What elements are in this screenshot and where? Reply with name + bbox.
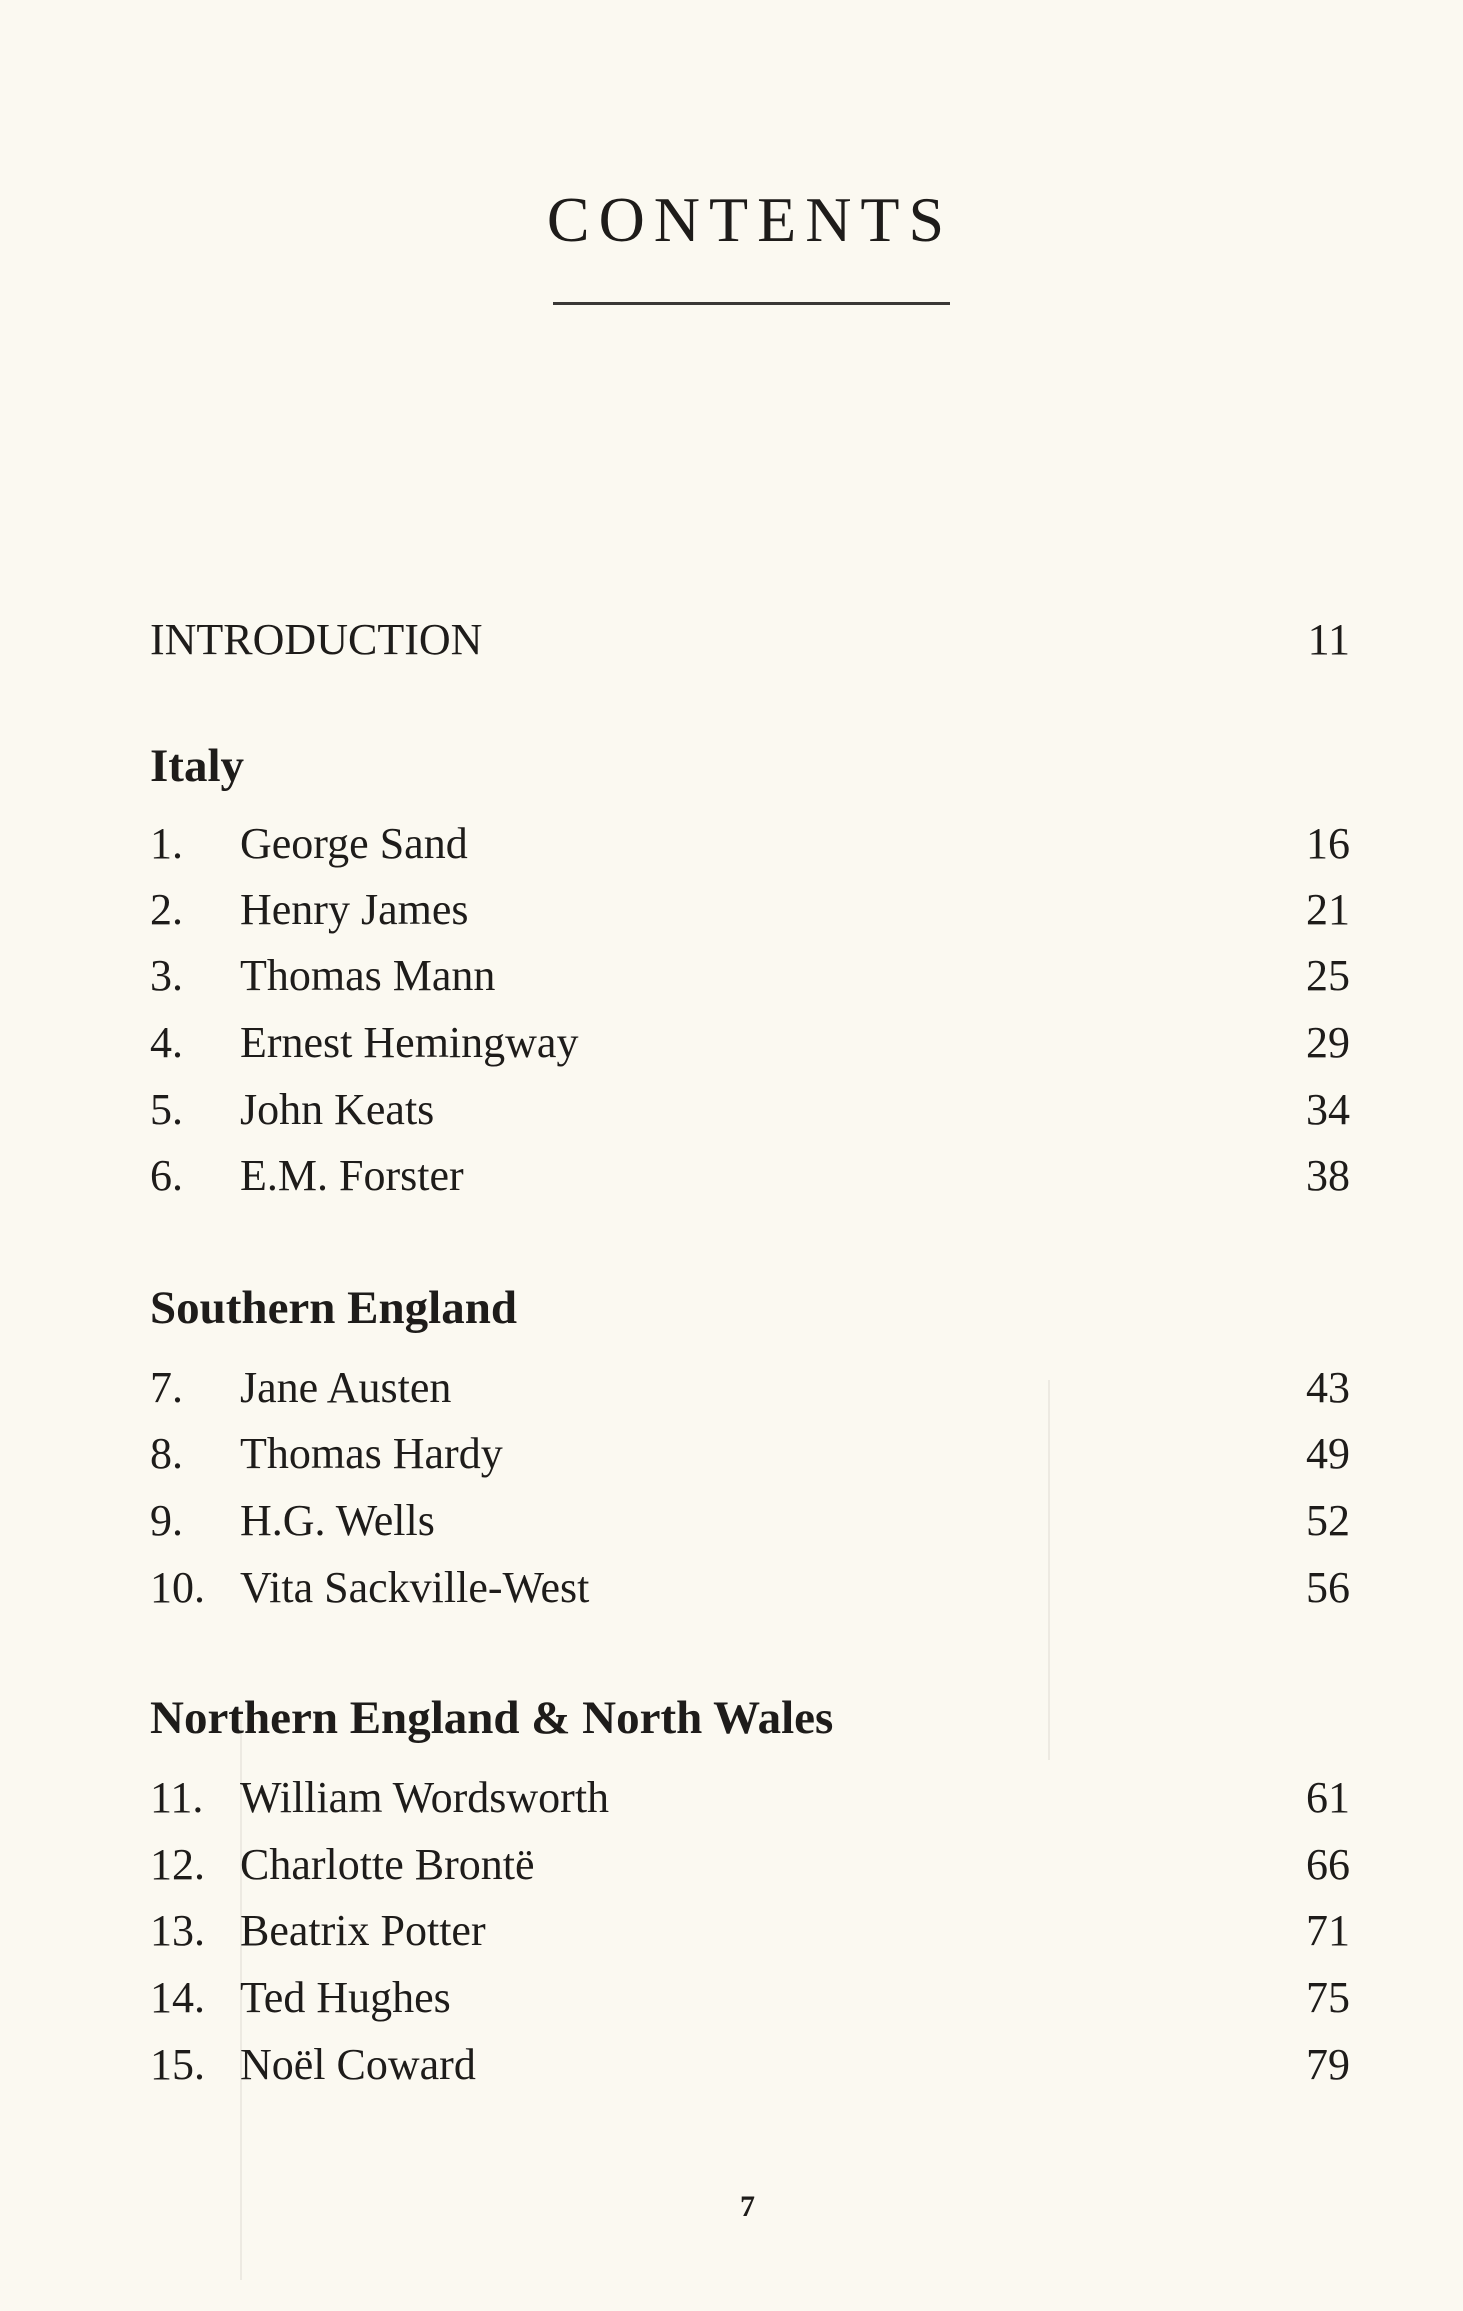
toc-entry[interactable] <box>150 1426 1350 1482</box>
entry-number: 13. <box>150 1906 205 1955</box>
entry-page-number: 79 <box>1306 2040 1350 2089</box>
section-heading-northern-england-north-wales: Northern England & North Wales <box>150 1692 834 1744</box>
toc-entry-introduction[interactable] <box>150 612 1350 668</box>
entry-number: 11. <box>150 1773 204 1822</box>
entry-number: 2. <box>150 885 183 934</box>
entry-title: Ted Hughes <box>240 1973 451 2022</box>
entry-number: 1. <box>150 819 183 868</box>
entry-title: H.G. Wells <box>240 1496 435 1545</box>
entry-page-number: 52 <box>1306 1496 1350 1545</box>
toc-entry[interactable] <box>150 1837 1350 1893</box>
title-underline <box>553 302 950 305</box>
entry-title: E.M. Forster <box>240 1151 464 1200</box>
section-heading-italy: Italy <box>150 740 244 792</box>
toc-entry[interactable] <box>150 1903 1350 1959</box>
toc-entry[interactable] <box>150 1770 1350 1826</box>
entry-title: Charlotte Brontë <box>240 1840 535 1889</box>
entry-title: Thomas Hardy <box>240 1429 503 1478</box>
entry-page-number: 49 <box>1306 1429 1350 1478</box>
entry-page-number: 16 <box>1306 819 1350 868</box>
entry-title: John Keats <box>240 1085 435 1134</box>
entry-number: 12. <box>150 1840 205 1889</box>
toc-entry[interactable] <box>150 1560 1350 1616</box>
toc-entry[interactable] <box>150 948 1350 1004</box>
entry-number: 9. <box>150 1496 183 1545</box>
page-title: CONTENTS <box>546 184 954 255</box>
toc-entry[interactable] <box>150 882 1350 938</box>
toc-entry[interactable] <box>150 1970 1350 2026</box>
toc-entry[interactable] <box>150 2037 1350 2093</box>
entry-title: Ernest Hemingway <box>240 1018 579 1067</box>
entry-number: 3. <box>150 951 183 1000</box>
entry-page-number: 38 <box>1306 1151 1350 1200</box>
entry-page-number: 21 <box>1306 885 1350 934</box>
entry-number: 7. <box>150 1363 183 1412</box>
entry-page-number: 61 <box>1306 1773 1350 1822</box>
page-number: 7 <box>740 2190 755 2223</box>
toc-entry[interactable] <box>150 1148 1350 1204</box>
entry-title: INTRODUCTION <box>150 615 483 664</box>
entry-number: 8. <box>150 1429 183 1478</box>
toc-entry[interactable] <box>150 1493 1350 1549</box>
entry-title: Vita Sackville-West <box>240 1563 590 1612</box>
entry-number: 14. <box>150 1973 205 2022</box>
entry-title: Beatrix Potter <box>240 1906 486 1955</box>
entry-title: Jane Austen <box>240 1363 452 1412</box>
toc-entry[interactable] <box>150 1360 1350 1416</box>
entry-page-number: 66 <box>1306 1840 1350 1889</box>
entry-number: 6. <box>150 1151 183 1200</box>
entry-page-number: 71 <box>1306 1906 1350 1955</box>
entry-title: Henry James <box>240 885 469 934</box>
entry-number: 5. <box>150 1085 183 1134</box>
entry-title: Noël Coward <box>240 2040 476 2089</box>
toc-entry[interactable] <box>150 816 1350 872</box>
toc-entry[interactable] <box>150 1015 1350 1071</box>
entry-page-number: 43 <box>1306 1363 1350 1412</box>
toc-entry[interactable] <box>150 1082 1350 1138</box>
entry-number: 15. <box>150 2040 205 2089</box>
entry-number: 10. <box>150 1563 205 1612</box>
entry-title: William Wordsworth <box>240 1773 610 1822</box>
entry-number: 4. <box>150 1018 183 1067</box>
entry-page-number: 75 <box>1306 1973 1350 2022</box>
entry-page-number: 29 <box>1306 1018 1350 1067</box>
entry-page-number: 56 <box>1306 1563 1350 1612</box>
entry-title: George Sand <box>240 819 468 868</box>
entry-page-number: 11 <box>1307 615 1350 664</box>
section-heading-southern-england: Southern England <box>150 1282 518 1334</box>
entry-page-number: 34 <box>1306 1085 1350 1134</box>
entry-title: Thomas Mann <box>240 951 496 1000</box>
entry-page-number: 25 <box>1306 951 1350 1000</box>
